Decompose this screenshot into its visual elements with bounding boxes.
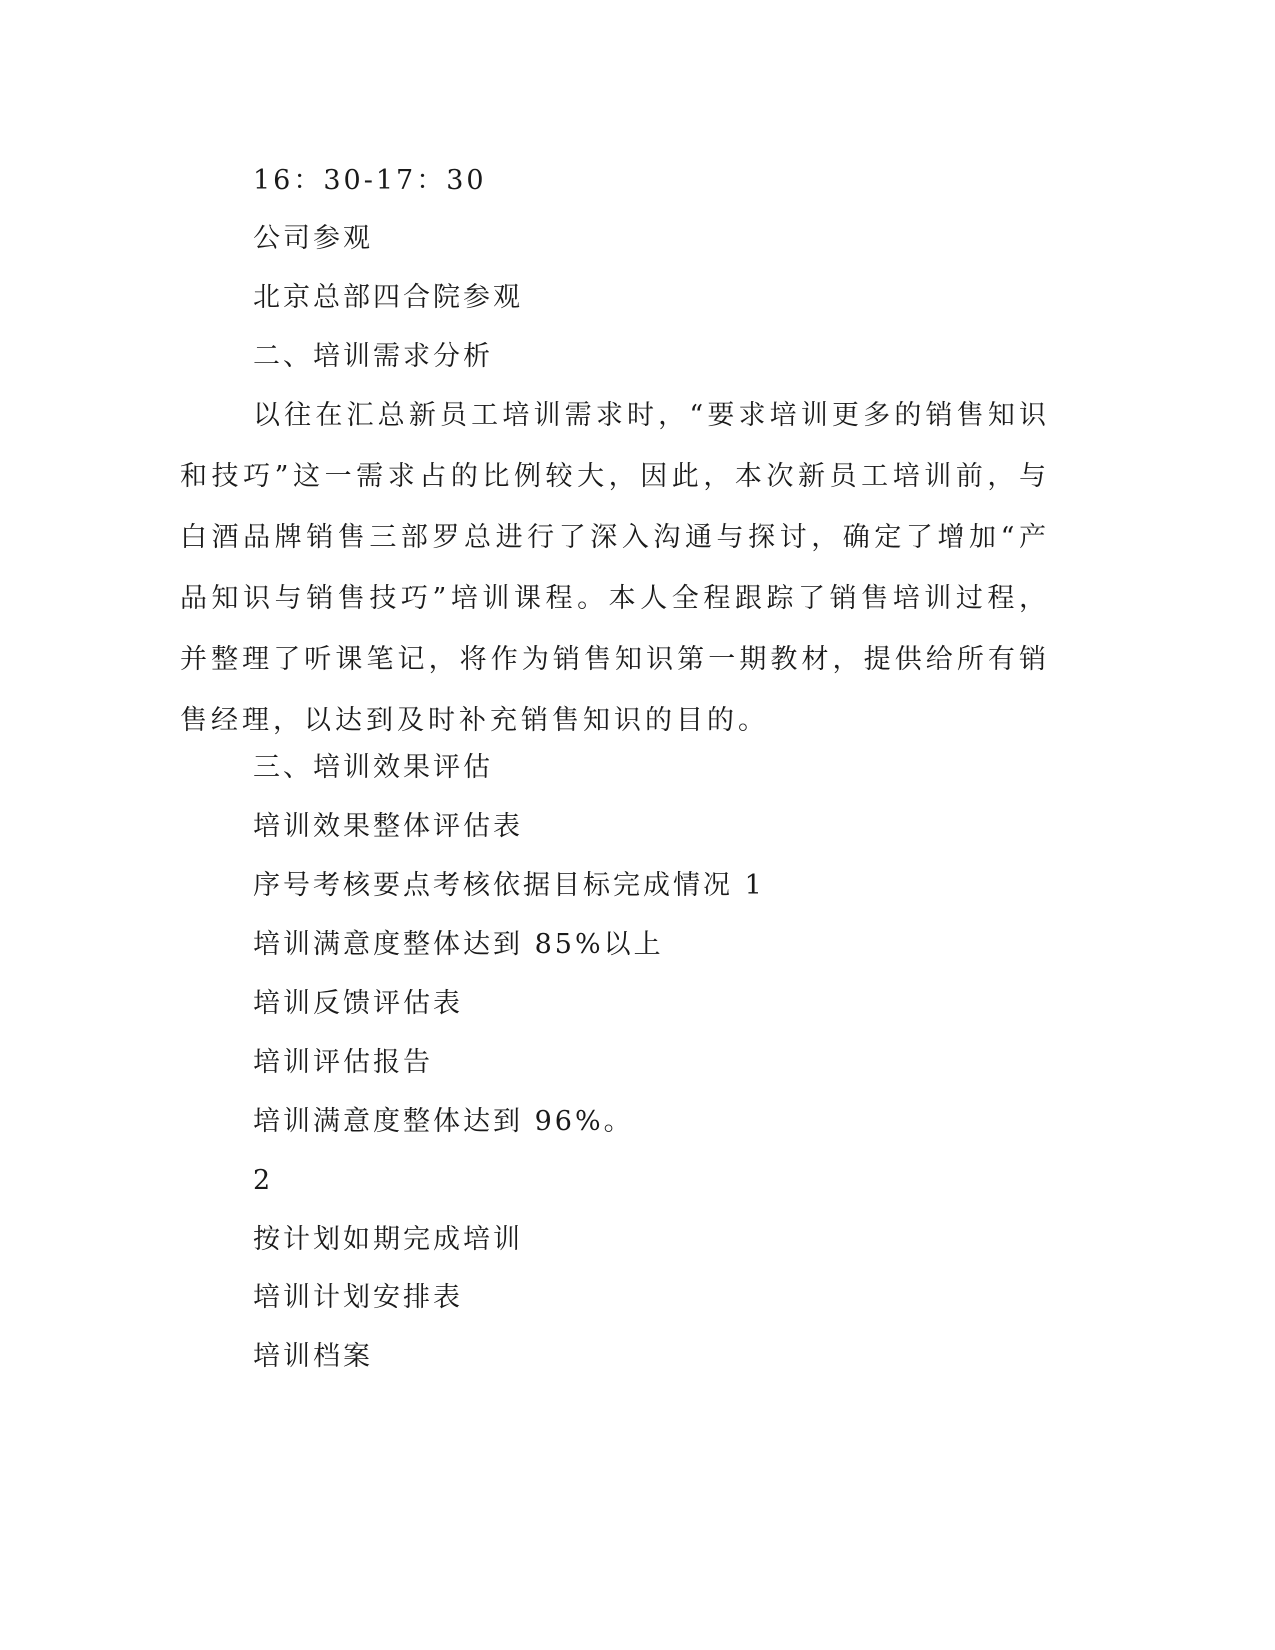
evaluation-item-1-basis-form: 培训反馈评估表 [253, 988, 463, 1019]
evaluation-item-1-result: 培训满意度整体达到 96%。 [253, 1106, 634, 1137]
beijing-hq-visit-line: 北京总部四合院参观 [253, 282, 523, 313]
evaluation-item-2-basis-archive: 培训档案 [253, 1341, 373, 1372]
evaluation-item-1-target: 培训满意度整体达到 85%以上 [253, 929, 664, 960]
needs-analysis-paragraph: 以往在汇总新员工培训需求时，“要求培训更多的销售知识和技巧”这一需求占的比例较大，因此，本次新员工培训前，与白酒品牌销售三部罗总进行了深入沟通与探讨，确定了增加“产品知识与销售技巧”培训课程。本人全程跟踪了销售培训过程，并整理了听课笔记，将作为销售知识第一期教材，提供给所有销售经理，以达到及时补充销售知识的目的。 [180, 400, 1050, 736]
evaluation-item-2-basis-schedule: 培训计划安排表 [253, 1282, 463, 1313]
evaluation-item-1-basis-report: 培训评估报告 [253, 1047, 433, 1078]
section-heading-needs-analysis: 二、培训需求分析 [253, 341, 493, 372]
evaluation-item-2-target: 按计划如期完成培训 [253, 1224, 523, 1255]
company-visit-line: 公司参观 [253, 223, 373, 254]
evaluation-item-2-number: 2 [253, 1165, 274, 1196]
section-heading-effect-evaluation: 三、培训效果评估 [253, 752, 493, 783]
time-range-line: 16：30-17：30 [253, 165, 487, 196]
evaluation-table-header: 序号考核要点考核依据目标完成情况 1 [253, 870, 765, 901]
evaluation-table-title: 培训效果整体评估表 [253, 811, 523, 842]
